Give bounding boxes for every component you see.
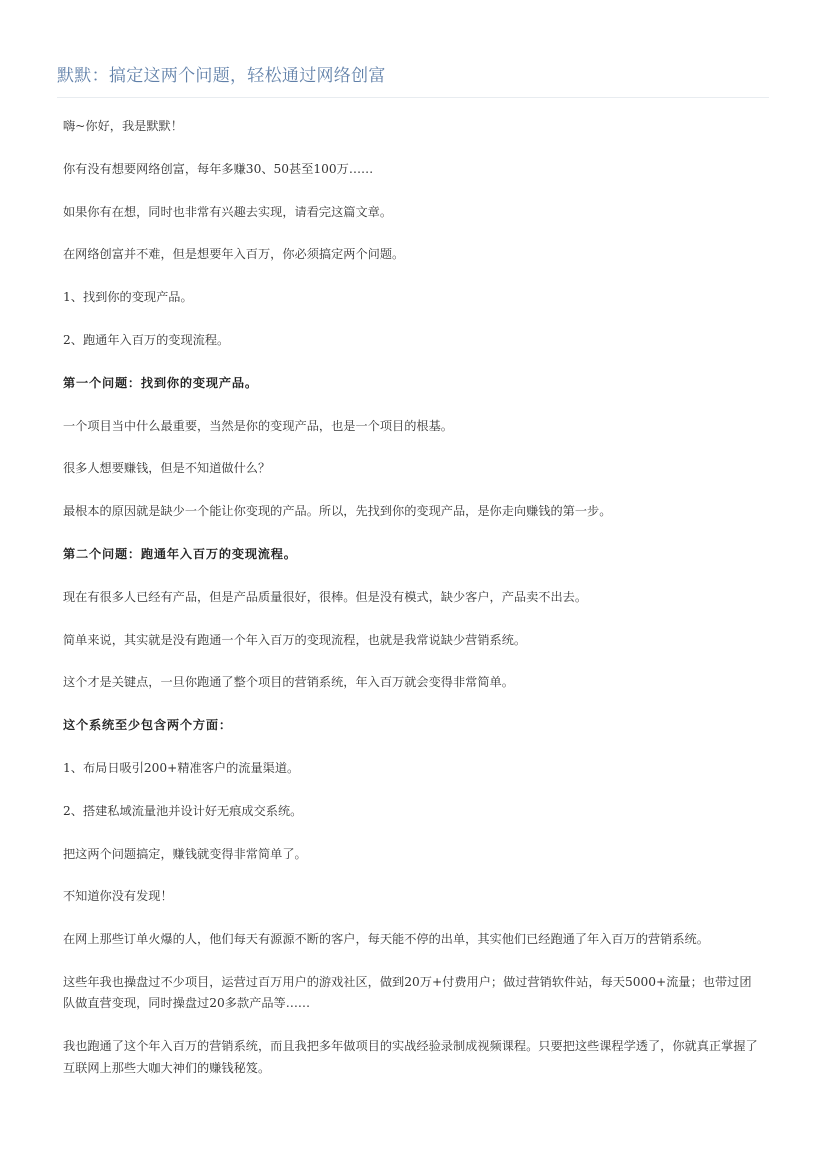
paragraph: 最根本的原因就是缺少一个能让你变现的产品。所以，先找到你的变现产品，是你走向赚钱的第一步。 bbox=[63, 504, 612, 519]
paragraph: 2、跑通年入百万的变现流程。 bbox=[63, 332, 230, 347]
paragraph: 把这两个问题搞定，赚钱就变得非常简单了。 bbox=[63, 846, 307, 861]
title-divider bbox=[57, 97, 769, 98]
paragraph: 这个才是关键点，一旦你跑通了整个项目的营销系统，年入百万就会变得非常简单。 bbox=[63, 675, 514, 690]
paragraph: 1、找到你的变现产品。 bbox=[63, 290, 193, 305]
paragraph: 如果你有在想，同时也非常有兴趣去实现，请看完这篇文章。 bbox=[63, 204, 393, 219]
paragraph: 嗨~你好，我是默默！ bbox=[63, 119, 183, 133]
paragraph: 我也跑通了这个年入百万的营销系统，而且我把多年做项目的实战经验录制成视频课程。只要把这些课程学透了，你就真正掌握了互联网上那些大咖大神们的赚钱秘笈。 bbox=[63, 1039, 758, 1075]
paragraph: 不知道你没有发现！ bbox=[63, 889, 173, 904]
paragraph: 一个项目当中什么最重要，当然是你的变现产品，也是一个项目的根基。 bbox=[63, 418, 453, 433]
article-title: 默默：搞定这两个问题，轻松通过网络创富 bbox=[57, 66, 386, 86]
paragraph: 在网络创富并不难，但是想要年入百万，你必须搞定两个问题。 bbox=[63, 247, 405, 262]
paragraph: 你有没有想要网络创富，每年多赚30、50甚至100万…… bbox=[63, 161, 374, 176]
paragraph: 现在有很多人已经有产品，但是产品质量很好，很棒。但是没有模式，缺少客户，产品卖不出去。 bbox=[63, 589, 588, 604]
paragraph: 1、布局日吸引200+精准客户的流量渠道。 bbox=[63, 760, 300, 775]
paragraph: 在网上那些订单火爆的人，他们每天有源源不断的客户，每天能不停的出单，其实他们已经跑通了年入百万的营销系统。 bbox=[63, 932, 709, 947]
section-heading: 这个系统至少包含两个方面： bbox=[63, 718, 232, 733]
section-heading: 第二个问题：跑通年入百万的变现流程。 bbox=[63, 546, 297, 561]
paragraph: 这些年我也操盘过不少项目，运营过百万用户的游戏社区，做到20万+付费用户；做过营销软件站，每天5000+流量；也带过团队做直营变现，同时操盘过20多款产品等…… bbox=[63, 974, 752, 1011]
section-heading: 第一个问题：找到你的变现产品。 bbox=[63, 375, 258, 390]
paragraph: 很多人想要赚钱，但是不知道做什么？ bbox=[63, 461, 271, 476]
paragraph: 2、搭建私域流量池并设计好无痕成交系统。 bbox=[63, 803, 303, 818]
article-body bbox=[63, 116, 763, 1101]
paragraph: 简单来说，其实就是没有跑通一个年入百万的变现流程，也就是我常说缺少营销系统。 bbox=[63, 632, 527, 647]
